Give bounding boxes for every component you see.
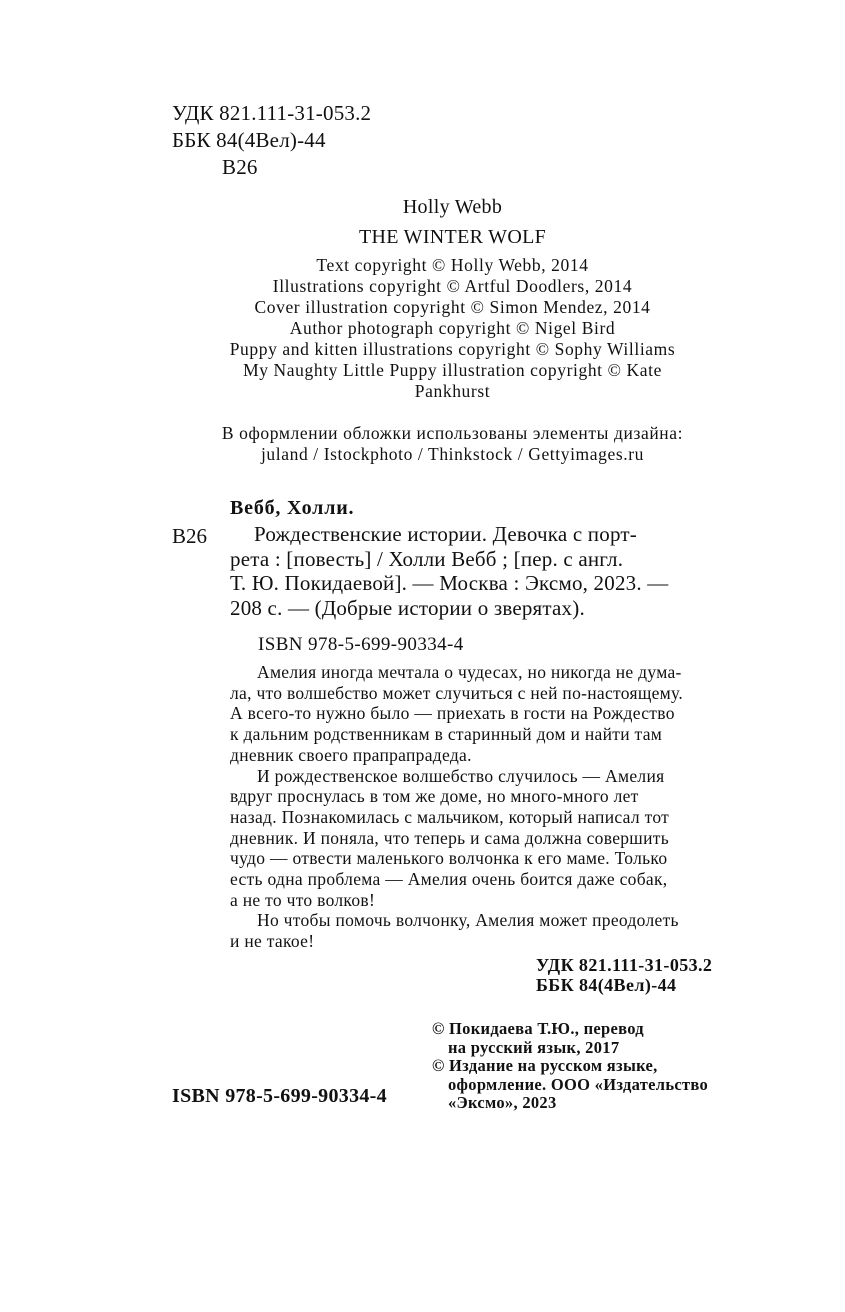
catalog-isbn: ISBN 978-5-699-90334-4	[258, 634, 464, 655]
udk-code-bold: УДК 821.111-31-053.2	[536, 955, 713, 975]
annotation-line: чудо — отвести маленького волчонка к его маме. Только	[230, 848, 668, 869]
copyright-line: Pankhurst	[414, 381, 491, 401]
copyright-notices	[432, 1020, 752, 1113]
original-author: Holly Webb	[402, 196, 503, 218]
copyright-line: Illustrations copyright © Artful Doodlers, 2014	[272, 276, 633, 296]
catalog-author-heading: Вебб, Холли.	[230, 497, 355, 519]
annotation-line: к дальним родственникам в старинный дом и найти там	[230, 724, 663, 745]
copyright-line: Puppy and kitten illustrations copyright © Sophy Williams	[229, 339, 676, 359]
annotation-line: И рождественское волшебство случилось — Амелия	[257, 765, 665, 786]
author-mark: В26	[222, 155, 258, 179]
copyright-line: Text copyright © Holly Webb, 2014	[316, 255, 589, 275]
annotation-line: Но чтобы помочь волчонку, Амелия может преодолеть	[257, 910, 679, 931]
annotation-line: дневник своего прапрапрадеда.	[230, 744, 472, 765]
copyright-line: Author photograph copyright © Nigel Bird	[289, 318, 616, 338]
catalog-description-line: 208 с. — (Добрые истории о зверятах).	[230, 595, 585, 620]
annotation-line: и не такое!	[230, 931, 315, 952]
udk-code: УДК 821.111-31-053.2	[172, 101, 372, 125]
annotation-line: а не то что волков!	[230, 889, 376, 910]
design-credit-line: juland / Istockphoto / Thinkstock / Gettyimages.ru	[260, 444, 645, 464]
notice-line: оформление. ООО «Издательство	[448, 1074, 709, 1094]
catalog-description	[230, 522, 730, 620]
bbk-code-bold: ББК 84(4Вел)-44	[536, 975, 677, 995]
catalog-description-line: рета : [повесть] / Холли Вебб ; [пер. с англ.	[230, 546, 624, 571]
annotation-line: вдруг проснулась в том же доме, но много-много лет	[230, 786, 639, 807]
annotation-line: дневник. И поняла, что теперь и сама должна совершить	[230, 827, 669, 848]
notice-line: © Покидаева Т.Ю., перевод	[432, 1019, 644, 1038]
annotation-line: А всего-то нужно было — приехать в гости на Рождество	[230, 703, 675, 724]
copyright-line: Cover illustration copyright © Simon Mendez, 2014	[254, 297, 651, 317]
annotation	[230, 662, 732, 952]
notice-line: на русский язык, 2017	[448, 1037, 620, 1057]
annotation-line: Амелия иногда мечтала о чудесах, но никогда не дума-	[257, 662, 682, 682]
design-credit-line: В оформлении обложки использованы элементы дизайна:	[221, 423, 684, 443]
copyright-line: My Naughty Little Puppy illustration copyright © Kate	[243, 360, 662, 380]
annotation-line: есть одна проблема — Амелия очень боится даже собак,	[230, 869, 668, 890]
original-title: THE WINTER WOLF	[358, 226, 547, 248]
annotation-line: назад. Познакомилась с мальчиком, который написал тот	[230, 806, 670, 827]
annotation-line: ла, что волшебство может случиться с ней по-настоящему.	[230, 682, 684, 703]
catalog-description-line: Т. Ю. Покидаевой]. — Москва : Эксмо, 2023. —	[230, 571, 669, 595]
catalog-code: В26	[172, 524, 208, 548]
notice-line: «Эксмо», 2023	[448, 1093, 557, 1112]
notice-line: © Издание на русском языке,	[432, 1056, 658, 1075]
bbk-code: ББК 84(4Вел)-44	[172, 128, 326, 152]
catalog-description-line: Рождественские истории. Девочка с порт-	[254, 522, 637, 546]
isbn-bottom: ISBN 978-5-699-90334-4	[172, 1085, 387, 1107]
